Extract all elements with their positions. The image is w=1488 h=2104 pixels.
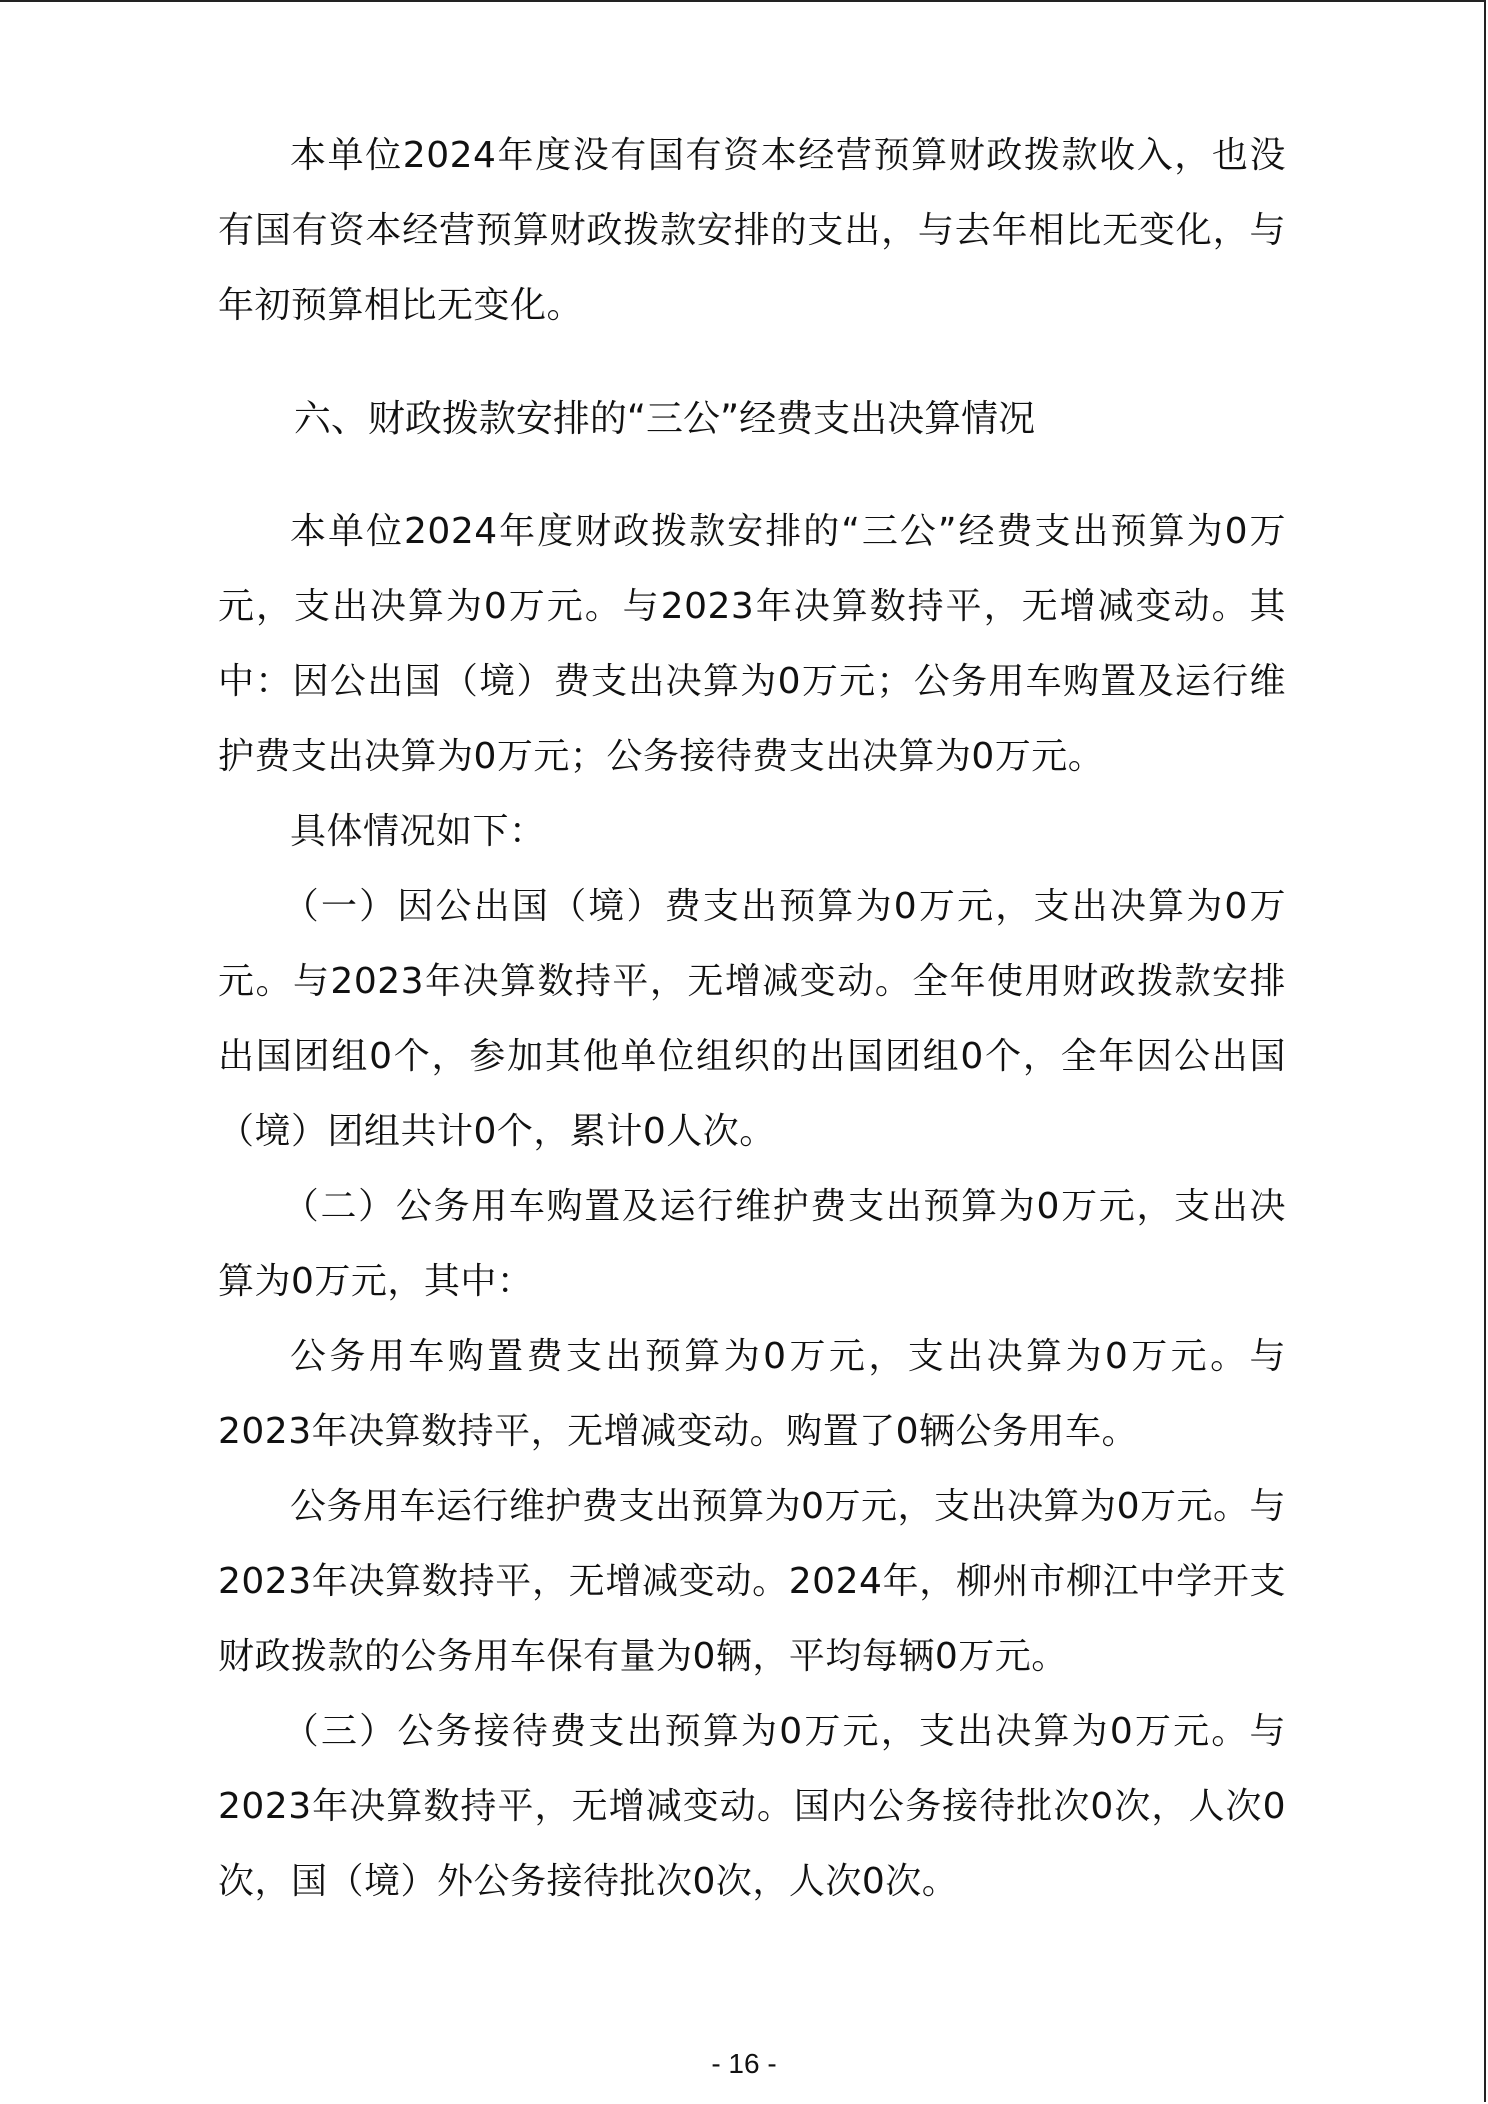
- paragraph-three-public-summary: 本单位2024年度财政拨款安排的“三公”经费支出预算为0万元，支出决算为0万元。与2023年决算数持平，无增减变动。其中：因公出国（境）费支出决算为0万元；公务用车购置及运行维护费支出决算为0万元；公务接待费支出决算为0万元。: [218, 511, 1286, 777]
- page-number: - 16 -: [711, 2048, 777, 2079]
- section-heading: 六、财政拨款安排的“三公”经费支出决算情况: [293, 397, 1036, 440]
- paragraph-overseas-travel: （一）因公出国（境）费支出预算为0万元，支出决算为0万元。与2023年决算数持平，无增减变动。全年使用财政拨款安排出国团组0个，参加其他单位组织的出国团组0个，全年因公出国（境）团组共计0个，累计0人次。: [218, 886, 1286, 1152]
- document-body: [218, 118, 1286, 1919]
- paragraph-details-intro: 具体情况如下：: [290, 811, 546, 852]
- paragraph-vehicle-operation: 公务用车运行维护费支出预算为0万元，支出决算为0万元。与2023年决算数持平，无增减变动。2024年，柳州市柳江中学开支财政拨款的公务用车保有量为0辆，平均每辆0万元。: [218, 1486, 1286, 1677]
- paragraph-capital-budget: 本单位2024年度没有国有资本经营预算财政拨款收入，也没有国有资本经营预算财政拨款安排的支出，与去年相比无变化，与年初预算相比无变化。: [218, 135, 1286, 326]
- paragraph-reception: （三）公务接待费支出预算为0万元，支出决算为0万元。与2023年决算数持平，无增减变动。国内公务接待批次0次，人次0次，国（境）外公务接待批次0次，人次0次。: [218, 1711, 1286, 1902]
- paragraph-vehicle-total: （二）公务用车购置及运行维护费支出预算为0万元，支出决算为0万元，其中：: [218, 1186, 1286, 1302]
- paragraph-vehicle-purchase: 公务用车购置费支出预算为0万元，支出决算为0万元。与2023年决算数持平，无增减变动。购置了0辆公务用车。: [218, 1336, 1286, 1452]
